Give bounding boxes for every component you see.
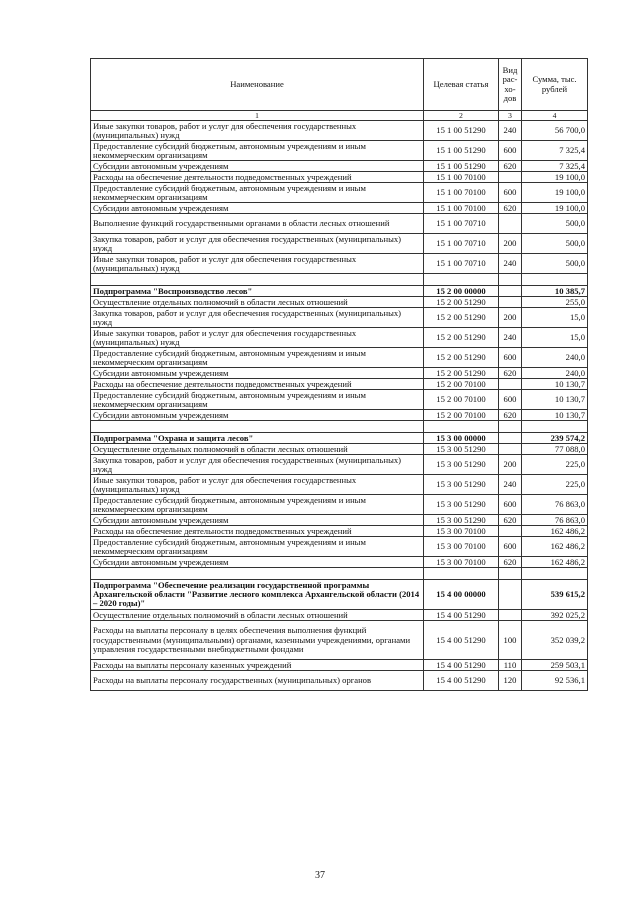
row-sum: 19 100,0 — [522, 172, 588, 183]
empty-cell — [499, 568, 522, 580]
row-sum: 259 503,1 — [522, 660, 588, 671]
row-expense-type: 600 — [499, 183, 522, 203]
row-sum: 7 325,4 — [522, 161, 588, 172]
row-target-code: 15 2 00 70100 — [424, 410, 499, 421]
row-target-code: 15 1 00 70100 — [424, 203, 499, 214]
row-expense-type — [499, 444, 522, 455]
row-target-code: 15 4 00 00000 — [424, 580, 499, 610]
row-name: Субсидии автономным учреждениям — [91, 161, 424, 172]
row-target-code: 15 3 00 51290 — [424, 515, 499, 526]
row-sum: 500,0 — [522, 214, 588, 234]
table-row — [91, 495, 588, 515]
row-expense-type: 600 — [499, 390, 522, 410]
row-name: Расходы на выплаты персоналу в целях обеспечения выполнения функций государственными (муниципальными) органами, казенными учреждениями, органами управления государственными внебюджетными фондами — [91, 621, 424, 660]
row-expense-type — [499, 379, 522, 390]
row-target-code: 15 3 00 70100 — [424, 526, 499, 537]
row-target-code: 15 3 00 70100 — [424, 537, 499, 557]
row-sum: 352 039,2 — [522, 621, 588, 660]
row-expense-type — [499, 172, 522, 183]
empty-cell — [91, 568, 424, 580]
row-expense-type: 200 — [499, 308, 522, 328]
empty-cell — [91, 274, 424, 286]
row-sum: 19 100,0 — [522, 183, 588, 203]
row-name: Выполнение функций государственными органами в области лесных отношений — [91, 214, 424, 234]
table-row — [91, 621, 588, 660]
column-number-row — [91, 111, 588, 121]
row-sum: 240,0 — [522, 348, 588, 368]
column-number-2: 2 — [424, 111, 499, 121]
row-name: Расходы на обеспечение деятельности подведомственных учреждений — [91, 172, 424, 183]
row-expense-type — [499, 526, 522, 537]
row-target-code: 15 3 00 51290 — [424, 444, 499, 455]
row-target-code: 15 2 00 70100 — [424, 390, 499, 410]
row-target-code: 15 2 00 51290 — [424, 368, 499, 379]
row-name: Расходы на обеспечение деятельности подведомственных учреждений — [91, 526, 424, 537]
table-row — [91, 141, 588, 161]
row-expense-type — [499, 297, 522, 308]
row-name: Осуществление отдельных полномочий в области лесных отношений — [91, 444, 424, 455]
table-row — [91, 297, 588, 308]
table-row — [91, 410, 588, 421]
row-sum: 162 486,2 — [522, 557, 588, 568]
empty-cell — [424, 421, 499, 433]
row-target-code: 15 4 00 51290 — [424, 671, 499, 691]
row-expense-type: 600 — [499, 141, 522, 161]
row-sum: 10 130,7 — [522, 410, 588, 421]
column-number-3: 3 — [499, 111, 522, 121]
row-target-code: 15 1 00 51290 — [424, 161, 499, 172]
table-row — [91, 444, 588, 455]
row-target-code: 15 2 00 70100 — [424, 379, 499, 390]
header-sum: Сумма, тыс. рублей — [522, 59, 588, 111]
table-row — [91, 515, 588, 526]
table-row — [91, 368, 588, 379]
spacer-row — [91, 421, 588, 433]
row-name: Иные закупки товаров, работ и услуг для обеспечения государственных (муниципальных) нужд — [91, 328, 424, 348]
row-target-code: 15 1 00 70710 — [424, 254, 499, 274]
subprogram-row — [91, 580, 588, 610]
row-name: Предоставление субсидий бюджетным, автономным учреждениям и иным некоммерческим организациям — [91, 537, 424, 557]
empty-cell — [424, 274, 499, 286]
row-name: Предоставление субсидий бюджетным, автономным учреждениям и иным некоммерческим организациям — [91, 495, 424, 515]
row-name: Иные закупки товаров, работ и услуг для обеспечения государственных (муниципальных) нужд — [91, 121, 424, 141]
row-target-code: 15 2 00 51290 — [424, 297, 499, 308]
row-expense-type: 200 — [499, 234, 522, 254]
row-target-code: 15 4 00 51290 — [424, 610, 499, 621]
row-target-code: 15 2 00 51290 — [424, 308, 499, 328]
column-number-4: 4 — [522, 111, 588, 121]
table-row — [91, 526, 588, 537]
row-name: Закупка товаров, работ и услуг для обеспечения государственных (муниципальных) нужд — [91, 308, 424, 328]
row-sum: 15,0 — [522, 308, 588, 328]
row-target-code: 15 1 00 51290 — [424, 121, 499, 141]
row-expense-type: 240 — [499, 254, 522, 274]
subprogram-row — [91, 433, 588, 444]
row-expense-type: 200 — [499, 455, 522, 475]
row-sum: 162 486,2 — [522, 537, 588, 557]
row-sum: 240,0 — [522, 368, 588, 379]
row-expense-type: 620 — [499, 557, 522, 568]
table-row — [91, 328, 588, 348]
table-row — [91, 308, 588, 328]
row-sum: 500,0 — [522, 254, 588, 274]
table-row — [91, 234, 588, 254]
row-name: Предоставление субсидий бюджетным, автономным учреждениям и иным некоммерческим организациям — [91, 141, 424, 161]
header-row — [91, 59, 588, 111]
table-row — [91, 254, 588, 274]
empty-cell — [91, 421, 424, 433]
row-sum: 500,0 — [522, 234, 588, 254]
row-expense-type: 620 — [499, 368, 522, 379]
subprogram-row — [91, 286, 588, 297]
row-target-code: 15 2 00 51290 — [424, 328, 499, 348]
table-row — [91, 455, 588, 475]
row-expense-type — [499, 214, 522, 234]
row-expense-type — [499, 580, 522, 610]
row-expense-type: 240 — [499, 328, 522, 348]
row-expense-type: 240 — [499, 121, 522, 141]
table-row — [91, 390, 588, 410]
table-row — [91, 172, 588, 183]
empty-cell — [424, 568, 499, 580]
row-name: Субсидии автономным учреждениям — [91, 368, 424, 379]
row-target-code: 15 2 00 51290 — [424, 348, 499, 368]
row-name: Иные закупки товаров, работ и услуг для обеспечения государственных (муниципальных) нужд — [91, 254, 424, 274]
row-target-code: 15 3 00 51290 — [424, 495, 499, 515]
row-name: Субсидии автономным учреждениям — [91, 515, 424, 526]
empty-cell — [522, 274, 588, 286]
row-sum: 76 863,0 — [522, 495, 588, 515]
row-name: Осуществление отдельных полномочий в области лесных отношений — [91, 610, 424, 621]
row-name: Расходы на выплаты персоналу казенных учреждений — [91, 660, 424, 671]
row-target-code: 15 4 00 51290 — [424, 621, 499, 660]
row-expense-type: 600 — [499, 348, 522, 368]
row-target-code: 15 3 00 70100 — [424, 557, 499, 568]
table-row — [91, 660, 588, 671]
row-name: Субсидии автономным учреждениям — [91, 557, 424, 568]
row-name: Расходы на выплаты персоналу государственных (муниципальных) органов — [91, 671, 424, 691]
row-target-code: 15 1 00 70710 — [424, 214, 499, 234]
row-expense-type: 600 — [499, 495, 522, 515]
row-target-code: 15 1 00 70100 — [424, 183, 499, 203]
row-expense-type: 120 — [499, 671, 522, 691]
table-row — [91, 183, 588, 203]
row-sum: 15,0 — [522, 328, 588, 348]
row-expense-type: 620 — [499, 203, 522, 214]
row-name: Предоставление субсидий бюджетным, автономным учреждениям и иным некоммерческим организациям — [91, 183, 424, 203]
row-name: Закупка товаров, работ и услуг для обеспечения государственных (муниципальных) нужд — [91, 455, 424, 475]
row-expense-type — [499, 433, 522, 444]
row-expense-type: 620 — [499, 161, 522, 172]
table-row — [91, 537, 588, 557]
row-sum: 10 130,7 — [522, 390, 588, 410]
table-row — [91, 214, 588, 234]
table-row — [91, 161, 588, 172]
table-row — [91, 203, 588, 214]
row-sum: 225,0 — [522, 455, 588, 475]
row-target-code: 15 2 00 00000 — [424, 286, 499, 297]
row-name: Подпрограмма "Охрана и защита лесов" — [91, 433, 424, 444]
row-name: Закупка товаров, работ и услуг для обеспечения государственных (муниципальных) нужд — [91, 234, 424, 254]
table-row — [91, 557, 588, 568]
row-name: Осуществление отдельных полномочий в области лесных отношений — [91, 297, 424, 308]
table-row — [91, 610, 588, 621]
row-name: Расходы на обеспечение деятельности подведомственных учреждений — [91, 379, 424, 390]
header-expense-type: Вид рас-хо-дов — [499, 59, 522, 111]
row-name: Иные закупки товаров, работ и услуг для обеспечения государственных (муниципальных) нужд — [91, 475, 424, 495]
empty-cell — [522, 421, 588, 433]
row-sum: 162 486,2 — [522, 526, 588, 537]
row-name: Предоставление субсидий бюджетным, автономным учреждениям и иным некоммерческим организациям — [91, 390, 424, 410]
row-sum: 239 574,2 — [522, 433, 588, 444]
row-name: Подпрограмма "Обеспечение реализации государственной программы Архангельской области "Развитие лесного комплекса Архангельской области (2014 – 2020 годы)" — [91, 580, 424, 610]
row-sum: 392 025,2 — [522, 610, 588, 621]
table-row — [91, 671, 588, 691]
row-target-code: 15 3 00 51290 — [424, 455, 499, 475]
row-sum: 10 130,7 — [522, 379, 588, 390]
row-expense-type: 600 — [499, 537, 522, 557]
row-sum: 7 325,4 — [522, 141, 588, 161]
spacer-row — [91, 274, 588, 286]
column-number-1: 1 — [91, 111, 424, 121]
row-sum: 77 088,0 — [522, 444, 588, 455]
table-row — [91, 348, 588, 368]
row-name: Предоставление субсидий бюджетным, автономным учреждениям и иным некоммерческим организациям — [91, 348, 424, 368]
row-expense-type: 620 — [499, 515, 522, 526]
spacer-row — [91, 568, 588, 580]
row-name: Субсидии автономным учреждениям — [91, 410, 424, 421]
row-sum: 76 863,0 — [522, 515, 588, 526]
row-expense-type — [499, 610, 522, 621]
row-sum: 92 536,1 — [522, 671, 588, 691]
row-expense-type: 620 — [499, 410, 522, 421]
row-target-code: 15 1 00 70710 — [424, 234, 499, 254]
row-name: Субсидии автономным учреждениям — [91, 203, 424, 214]
row-sum: 539 615,2 — [522, 580, 588, 610]
row-expense-type: 240 — [499, 475, 522, 495]
row-sum: 255,0 — [522, 297, 588, 308]
row-name: Подпрограмма "Воспроизводство лесов" — [91, 286, 424, 297]
row-target-code: 15 3 00 00000 — [424, 433, 499, 444]
header-target-article: Целевая статья — [424, 59, 499, 111]
row-expense-type: 100 — [499, 621, 522, 660]
row-target-code: 15 1 00 51290 — [424, 141, 499, 161]
empty-cell — [499, 274, 522, 286]
row-sum: 56 700,0 — [522, 121, 588, 141]
table-row — [91, 379, 588, 390]
table-row — [91, 475, 588, 495]
empty-cell — [522, 568, 588, 580]
row-sum: 19 100,0 — [522, 203, 588, 214]
row-sum: 10 385,7 — [522, 286, 588, 297]
row-target-code: 15 1 00 70100 — [424, 172, 499, 183]
row-expense-type: 110 — [499, 660, 522, 671]
budget-table — [90, 58, 588, 691]
page-number: 37 — [315, 870, 325, 881]
empty-cell — [499, 421, 522, 433]
row-expense-type — [499, 286, 522, 297]
row-sum: 225,0 — [522, 475, 588, 495]
row-target-code: 15 4 00 51290 — [424, 660, 499, 671]
row-target-code: 15 3 00 51290 — [424, 475, 499, 495]
table-row — [91, 121, 588, 141]
header-name: Наименование — [91, 59, 424, 111]
